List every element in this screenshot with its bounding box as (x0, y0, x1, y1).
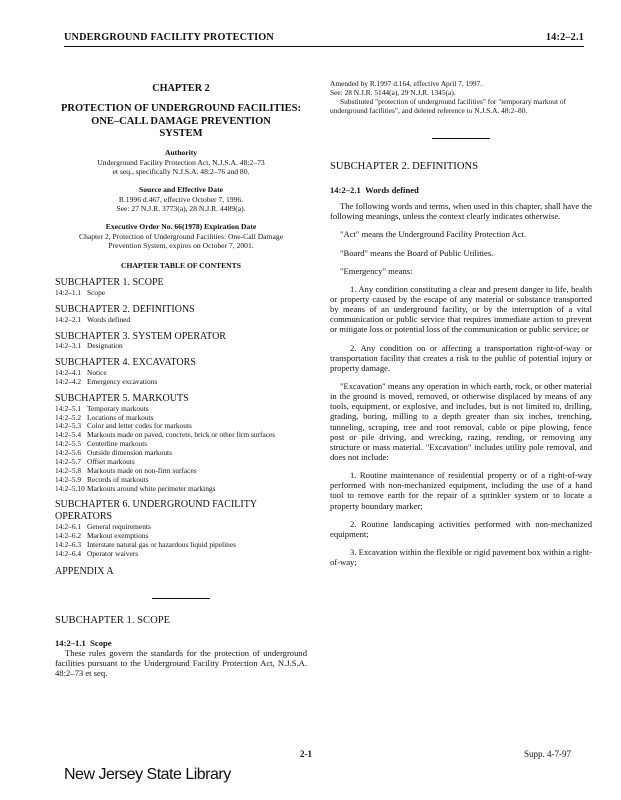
subchapter-2-title: SUBCHAPTER 2. DEFINITIONS (330, 160, 479, 172)
toc-item: 14:2–6.4 Operator waivers (55, 548, 139, 558)
emergency-clause-2: 2. Any condition on or affecting a transportation right-of-way or transportation facility that creates a risk to the public of potential injury or property damage. (330, 342, 592, 373)
definition-excavation: "Excavation" means any operation in which earth, rock, or other material in the ground is moved, removed, or otherwise displaced by means of any tools, equipment, or explosive, and includes, but is not limited to, drilling, grading, boring, milling to a depth greater than six inches, trenching, tunneling, scraping, tree and root removal, cable or pipe plowing, fence post or pile driving, and wrecking, razing, rending, or removing any structure or mass material. "Excavation" includes utility pole removal, and does not include: (330, 380, 592, 462)
source-block: Source and Effective Date R.1996 d.467, effective October 7, 1996. See: 27 N.J.R. 3773(a), 28 N.J.R. 4489(a). (55, 186, 307, 213)
toc-appendix: APPENDIX A (55, 566, 114, 578)
section-divider (432, 138, 490, 139)
toc-item: 14:2–5.5 Centerline markouts (55, 439, 148, 449)
excavation-exclusion-3: 3. Excavation within the flexible or rigid pavement box within a right-of-way; (330, 546, 592, 568)
toc-subchapter-2: SUBCHAPTER 2. DEFINITIONS (55, 303, 195, 315)
right-column (330, 80, 592, 567)
toc-item: 14:2–5.4 Markouts made on paved, concrete, brick or other firm surfaces (55, 430, 276, 440)
section-divider (152, 598, 210, 599)
toc-item: 14:2–1.1 Scope (55, 288, 106, 298)
excavation-exclusion-2: 2. Routine landscaping activities performed with non-mechanized equipment; (330, 518, 592, 539)
authority-heading: Authority (164, 147, 198, 157)
toc-item: 14:2–5.7 Offset markouts (55, 456, 135, 466)
toc-heading: CHAPTER TABLE OF CONTENTS (121, 261, 241, 271)
toc-subchapter-6: SUBCHAPTER 6. UNDERGROUND FACILITY OPERATORS (55, 499, 257, 523)
definition-board: "Board" means the Board of Public Utilities. (340, 247, 494, 258)
toc-item: 14:2–5.1 Temporary markouts (55, 403, 149, 413)
toc-item: 14:2–6.1 General requirements (55, 521, 151, 531)
excavation-exclusion-1: 1. Routine maintenance of residential property or of a right-of-way performed with non-mechanized equipment, including the use of a hand tool to remove earth for the repair of a sprinkler system or to locate a property boundary marker; (330, 470, 592, 511)
subchapter-1-title: SUBCHAPTER 1. SCOPE (55, 615, 171, 627)
chapter-heading-block (55, 83, 307, 141)
source-heading: Source and Effective Date (138, 184, 223, 194)
chapter-title: PROTECTION OF UNDERGROUND FACILITIES: ONE–CALL DAMAGE PREVENTION SYSTEM (60, 103, 302, 140)
chapter-label: CHAPTER 2 (152, 83, 210, 94)
toc-item: 14:2–5.2 Locations of markouts (55, 412, 154, 422)
amendment-note: Amended by R.1997 d.164, effective April 7, 1997. See: 28 N.J.R. 5144(a), 29 N.J.R. 1345(a). Substituted "protection of underground facilities" for "temporary markout of underground facilities", and deleted reference to N.J.S.A. 48:2–80. (330, 79, 567, 115)
emergency-clause-1: 1. Any condition constituting a clear and present danger to life, health or property caused by the escape of any material or substance transported by means of an underground facility, or by the interruption of a vital communication or public service that requires immediate action to prevent or mitigate loss or potential loss of the communication or public service; or (330, 283, 592, 335)
page-number: 2-1 (300, 749, 312, 759)
header-section-number: 14:2–2.1 (545, 32, 584, 43)
toc-item: 14:2–5.3 Color and letter codes for markouts (55, 421, 192, 431)
authority-block: Authority Underground Facility Protection Act, N.J.S.A. 48:2–73 et seq., specifically N.J.S.A. 48:2–76 and 80. (55, 149, 307, 176)
toc-item: 14:2–3.1 Designation (55, 341, 123, 351)
toc-item: 14:2–5.6 Outside dimension markouts (55, 448, 172, 458)
definitions-intro: The following words and terms, when used in this chapter, shall have the following meanings, unless the context clearly indicates otherwise. (330, 201, 592, 222)
library-stamp: New Jersey State Library (64, 766, 231, 783)
header-rule (64, 46, 584, 47)
left-column (55, 80, 307, 678)
toc-item: 14:2–6.3 Interstate natural gas or hazardous liquid pipelines (55, 539, 236, 549)
toc-item: 14:2–4.2 Emergency excavations (55, 376, 158, 386)
section-heading: 14:2–1.1 Scope (55, 637, 112, 648)
supplement-date: Supp. 4-7-97 (524, 749, 571, 759)
section-heading: 14:2–2.1 Words defined (330, 185, 419, 195)
toc-item: 14:2–4.1 Notice (55, 368, 107, 378)
executive-order-heading: Executive Order No. 66(1978) Expiration Date (105, 222, 257, 232)
definition-act: "Act" means the Underground Facility Protection Act. (340, 229, 527, 240)
table-of-contents (55, 277, 307, 578)
toc-item: 14:2–5.9 Records of markouts (55, 474, 149, 484)
scope-paragraph: These rules govern the standards for the protection of underground facilities pursuant to the Underground Facility Protection Act, N.J.S.A. 48:2–73 et seq. (55, 647, 307, 679)
toc-item: 14:2–5.8 Markouts made on non-firm surfaces (55, 465, 197, 475)
toc-item: 14:2–5.10 Markouts around white perimeter markings (55, 483, 216, 493)
toc-subchapter-5: SUBCHAPTER 5. MARKOUTS (55, 392, 189, 404)
toc-item: 14:2–6.2 Markout exemptions (55, 530, 149, 540)
toc-item: 14:2–2.1 Words defined (55, 314, 131, 324)
header-title: UNDERGROUND FACILITY PROTECTION (64, 32, 274, 43)
definition-emergency: "Emergency" means: (340, 265, 413, 276)
executive-order-block: Executive Order No. 66(1978) Expiration Date Chapter 2, Protection of Underground Facilities: One-Call Damage Prevention System, expires on October 7, 2001. (55, 223, 307, 250)
toc-subchapter-1: SUBCHAPTER 1. SCOPE (55, 277, 164, 289)
toc-subchapter-3: SUBCHAPTER 3. SYSTEM OPERATOR (55, 330, 226, 342)
toc-subchapter-4: SUBCHAPTER 4. EXCAVATORS (55, 357, 196, 369)
